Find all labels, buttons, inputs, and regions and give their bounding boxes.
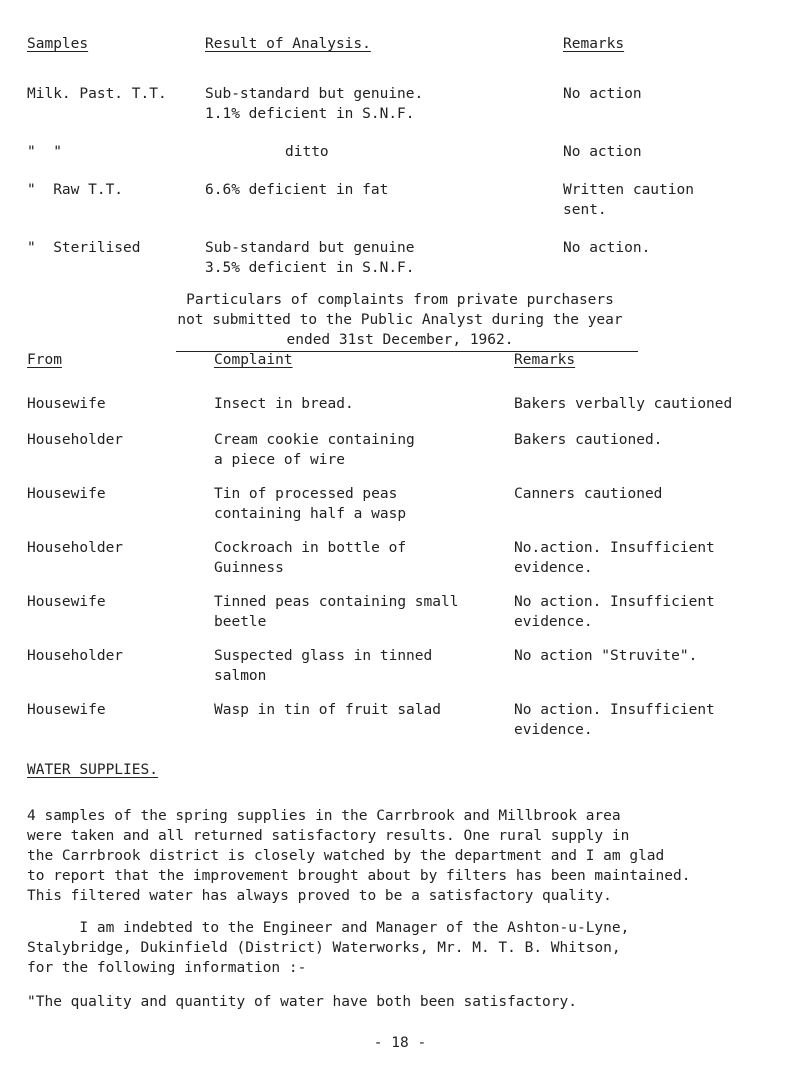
paragraph-line: to report that the improvement brought about by filters has been maintained. xyxy=(27,868,691,884)
complaint-remarks: evidence. xyxy=(514,560,593,576)
complaint-from: Housewife xyxy=(27,396,106,412)
milk-remarks: No action xyxy=(563,144,642,160)
milk-remarks: No action xyxy=(563,86,642,102)
milk-remarks: Written caution xyxy=(563,182,694,198)
milk-sample: Milk. Past. T.T. xyxy=(27,86,167,102)
milk-sample: " Sterilised xyxy=(27,240,141,256)
complaint-from: Housewife xyxy=(27,594,106,610)
complaint-text: Cream cookie containing xyxy=(214,432,415,448)
complaints-heading-line: not submitted to the Public Analyst during the year xyxy=(177,312,623,328)
complaint-text: Guinness xyxy=(214,560,284,576)
milk-result: Sub-standard but genuine. xyxy=(205,86,424,102)
complaint-from: Householder xyxy=(27,540,124,556)
paragraph-line: were taken and all returned satisfactory results. One rural supply in xyxy=(27,828,630,844)
paragraph-line: This filtered water has always proved to be a satisfactory quality. xyxy=(27,888,612,904)
header-complaint-remarks: Remarks xyxy=(514,352,576,368)
header-remarks: Remarks xyxy=(563,36,625,52)
complaint-remarks: evidence. xyxy=(514,614,593,630)
paragraph-line: Stalybridge, Dukinfield (District) Waterworks, Mr. M. T. B. Whitson, xyxy=(27,940,621,956)
complaint-text: Cockroach in bottle of xyxy=(214,540,407,556)
milk-result: 3.5% deficient in S.N.F. xyxy=(205,260,415,276)
milk-remarks: No action. xyxy=(563,240,651,256)
complaint-from: Householder xyxy=(27,432,124,448)
water-heading: WATER SUPPLIES. xyxy=(27,762,158,778)
complaint-from: Housewife xyxy=(27,486,106,502)
milk-sample: " Raw T.T. xyxy=(27,182,124,198)
water-quote: "The quality and quantity of water have both been satisfactory. xyxy=(27,994,577,1010)
complaints-heading-line: ended 31st December, 1962. xyxy=(286,332,514,348)
milk-result: 1.1% deficient in S.N.F. xyxy=(205,106,415,122)
complaint-text: Suspected glass in tinned xyxy=(214,648,433,664)
complaint-remarks: No action. Insufficient xyxy=(514,594,715,610)
complaint-from: Housewife xyxy=(27,702,106,718)
complaint-text: Wasp in tin of fruit salad xyxy=(214,702,441,718)
paragraph-line: I am indebted to the Engineer and Manager of the Ashton-u-Lyne, xyxy=(27,920,630,936)
complaints-heading-line: Particulars of complaints from private purchasers xyxy=(186,292,614,308)
complaint-text: Tinned peas containing small xyxy=(214,594,459,610)
milk-result: ditto xyxy=(285,144,329,160)
complaint-from: Householder xyxy=(27,648,124,664)
complaint-remarks: No action. Insufficient xyxy=(514,702,715,718)
complaint-text: Tin of processed peas xyxy=(214,486,398,502)
paragraph-line: 4 samples of the spring supplies in the Carrbrook and Millbrook area xyxy=(27,808,621,824)
complaint-remarks: No action "Struvite". xyxy=(514,648,698,664)
milk-result: 6.6% deficient in fat xyxy=(205,182,389,198)
complaint-text: Insect in bread. xyxy=(214,396,354,412)
complaint-text: salmon xyxy=(214,668,267,684)
header-samples: Samples xyxy=(27,36,89,52)
complaint-text: beetle xyxy=(214,614,267,630)
complaint-remarks: No.action. Insufficient xyxy=(514,540,715,556)
complaint-remarks: evidence. xyxy=(514,722,593,738)
header-from: From xyxy=(27,352,62,368)
paragraph-line: the Carrbrook district is closely watched by the department and I am glad xyxy=(27,848,665,864)
milk-remarks: sent. xyxy=(563,202,607,218)
complaint-remarks: Bakers cautioned. xyxy=(514,432,663,448)
complaint-remarks: Canners cautioned xyxy=(514,486,663,502)
complaint-text: containing half a wasp xyxy=(214,506,407,522)
milk-sample: " " xyxy=(27,144,62,160)
complaint-text: a piece of wire xyxy=(214,452,345,468)
paragraph-line: for the following information :- xyxy=(27,960,307,976)
header-result: Result of Analysis. xyxy=(205,36,371,52)
page-number: - 18 - xyxy=(373,1035,427,1051)
milk-result: Sub-standard but genuine xyxy=(205,240,415,256)
complaint-remarks: Bakers verbally cautioned xyxy=(514,396,733,412)
header-complaint: Complaint xyxy=(214,352,293,368)
